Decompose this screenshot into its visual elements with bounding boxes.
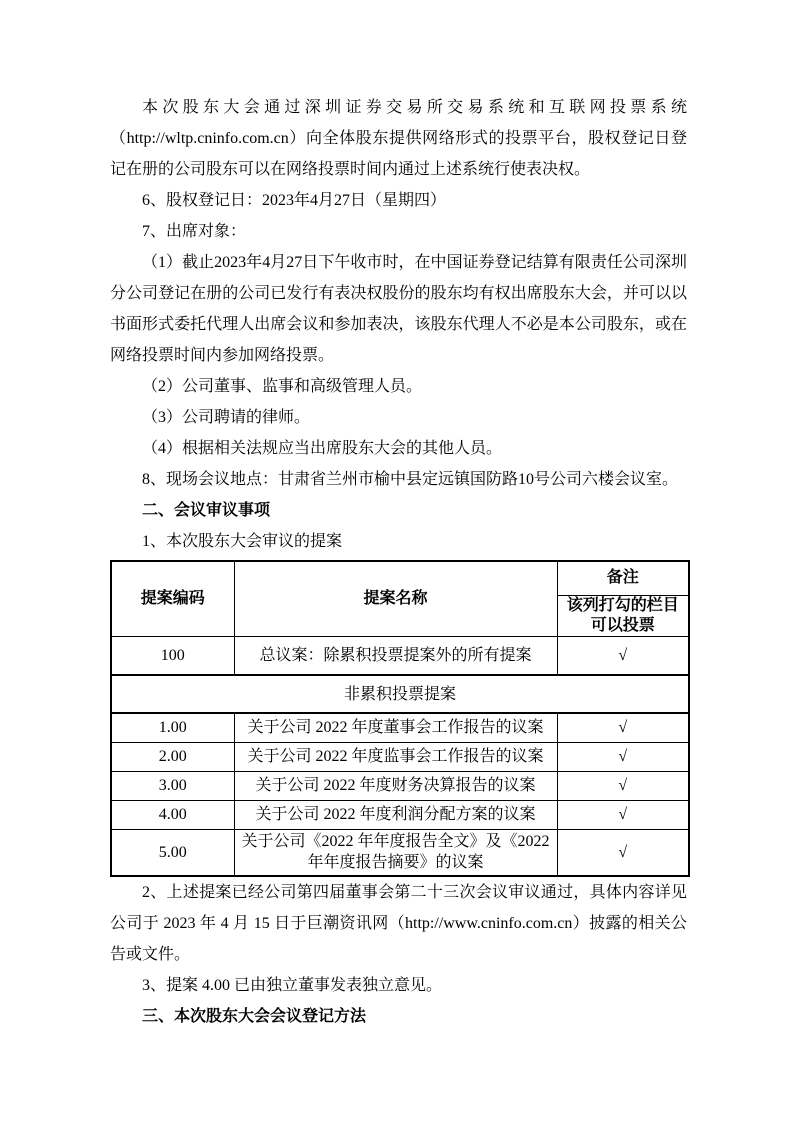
proposal-code-cell: 1.00 [111,713,234,742]
proposal-name-cell: 总议案：除累积投票提案外的所有提案 [234,636,557,675]
table-header-row-1 [111,561,689,595]
table-row [111,771,689,800]
header-remark-note: 该列打勾的栏目可以投票 [557,595,689,636]
table-row [111,800,689,829]
item-meeting-location: 8、现场会议地点：甘肃省兰州市榆中县定远镇国防路10号公司六楼会议室。 [142,471,679,488]
table-row [111,713,689,742]
table-row [111,742,689,771]
vote-check-cell: √ [557,829,689,876]
header-proposal-code: 提案编码 [111,561,234,636]
proposal-name-cell: 关于公司 2022 年度财务决算报告的议案 [234,771,557,800]
proposal-code-cell: 3.00 [111,771,234,800]
item-record-date: 6、股权登记日：2023年4月27日（星期四） [142,192,447,209]
vote-check-cell: √ [557,636,689,675]
para-network-voting-system: 本次股东大会通过深圳证券交易所交易系统和互联网投票系统（http://wltp.cninfo.com.cn）向全体股东提供网络形式的投票平台，股权登记日登记在册的公司股东可以在网络投票时间内通过上述系统行使表决权。 [110,99,687,178]
proposal-name-cell: 关于公司 2022 年度利润分配方案的议案 [234,800,557,829]
vote-check-cell: √ [557,800,689,829]
section3-heading: 三、本次股东大会会议登记方法 [142,1008,367,1025]
proposal-code-cell: 2.00 [111,742,234,771]
vote-check-cell: √ [557,742,689,771]
proposal-name-cell: 关于公司《2022 年年度报告全文》及《2022 年年度报告摘要》的议案 [234,829,557,876]
proposal-code-cell: 5.00 [111,829,234,876]
vote-check-cell: √ [557,771,689,800]
proposal-code-cell: 100 [111,636,234,675]
proposal-code-cell: 4.00 [111,800,234,829]
item-attendees: 7、出席对象： [142,223,247,240]
section2-item1-label: 1、本次股东大会审议的提案 [142,533,343,550]
item-attendees-sub2: （2）公司董事、监事和高级管理人员。 [142,378,423,395]
proposal-name-cell: 关于公司 2022 年度董事会工作报告的议案 [234,713,557,742]
item-attendees-sub3: （3）公司聘请的律师。 [142,409,311,426]
section2-heading: 二、会议审议事项 [142,502,271,519]
vote-check-cell: √ [557,713,689,742]
item-attendees-sub4: （4）根据相关法规应当出席股东大会的其他人员。 [142,440,503,457]
item-attendees-sub1: （1）截止2023年4月27日下午收市时，在中国证券登记结算有限责任公司深圳分公司登记在册的公司已发行有表决权股份的股东均有权出席股东大会，并可以以书面形式委托代理人出席会议和参加表决，该股东代理人不必是本公司股东，或在网络投票时间内参加网络投票。 [110,254,687,364]
section2-item3-paragraph: 3、提案 4.00 已由独立董事发表独立意见。 [142,977,443,994]
table-row [111,829,689,876]
group-row-label: 非累积投票提案 [111,675,689,713]
table-group-row [111,675,689,713]
table-row [111,636,689,675]
proposal-name-cell: 关于公司 2022 年度监事会工作报告的议案 [234,742,557,771]
section2-item2-paragraph: 2、上述提案已经公司第四届董事会第二十三次会议审议通过，具体内容详见公司于 2023 年 4 月 15 日于巨潮资讯网（http://www.cninfo.com.cn）披露的相关公告或文件。 [110,884,687,963]
header-proposal-name: 提案名称 [234,561,557,636]
document-content [110,92,687,1032]
header-remark: 备注 [557,561,689,595]
proposals-table [110,560,690,877]
